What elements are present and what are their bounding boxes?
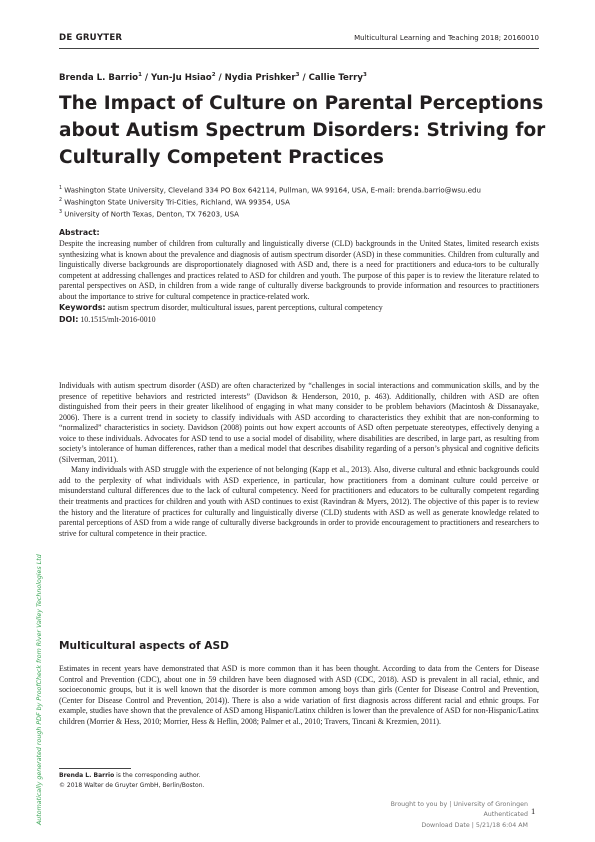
keywords-text: autism spectrum disorder, multicultural issues, parent perceptions, cultural competency	[107, 303, 383, 312]
publisher-name: DE GRUYTER	[59, 33, 123, 43]
author: Callie Terry$^3$	[308, 72, 367, 83]
abstract-text: Despite the increasing number of children from culturally and linguistically diverse (CLD) backgrounds in the United States, limited research exists synthesizing what is known about the prevalence and diagnosis of autism spectrum disorder (ASD) in these communities. Children from culturally and linguistically diverse backgrounds are disproportionately diagnosed with ASD and, there is a need for practitioners and educa-tors to be culturally competent at addressing challenges and practices related to ASD for children and youth. The purpose of this paper is to review the literature related to parental perspectives on ASD, in children from a wide range of culturally diverse backgrounds to provide information and resources to practitioners about the importance to strive for cultural competence in practice-related work.	[59, 239, 539, 301]
body-paragraph: Estimates in recent years have demonstrated that ASD is more common than it has been thought. According to data from the Centers for Disease Control and Prevention (CDC), about one in 59 children have been diagnosed with ASD (CDC, 2018). ASD is prevalent in all racial, ethnic, and socioeconomic groups, but it is well known that the disorder is more common among boys than girls (Center for Disease Control and Prevention, (Center for Disease Control and Prevention, 2014)). There is also a wide variation of first diagnosis across different racial and ethnic groups. For example, studies have shown that the prevalence of ASD among Hispanic/Latinx children is lower than the prevalence of ASD for non-Hispanic/Latinx children (Morrier & Hess, 2010; Morrier, Hess & Heflin, 2008; Palmer et al., 2010; Travers, Tincani & Krezmien, 2011).	[59, 664, 539, 726]
corresponding-author-note: Brenda L. Barrio is the corresponding author.	[59, 772, 201, 779]
doi	[59, 314, 539, 326]
abstract-label: Abstract:	[59, 228, 100, 237]
author: Brenda L. Barrio$^1$ /	[59, 72, 152, 83]
abstract-block	[59, 227, 539, 325]
keywords-label: Keywords:	[59, 303, 106, 312]
doi-link[interactable]: 10.1515/mlt-2016-0010	[80, 314, 156, 324]
proof-watermark: Automatically generated rough PDF by ProofCheck from River Valley Technologies Ltd	[36, 554, 43, 825]
title-line: about Autism Spectrum Disorders: Striving for	[59, 120, 546, 141]
introduction	[59, 381, 539, 539]
footnotes	[59, 771, 204, 791]
journal-citation: Multicultural Learning and Teaching 2018; 20160010	[354, 34, 539, 42]
affiliation: $^1$ Washington State University, Cleveland 334 PO Box 642114, Pullman, WA 99164, USA, E-mail: brenda.barrio@wsu.edu	[59, 186, 481, 195]
body-paragraph: Individuals with autism spectrum disorder (ASD) are often characterized by “challenges in social interactions and communication skills, and by the presence of repetitive behaviors and restricted interests” (Davidson & Henderson, 2010, p. 463). Additionally, children with ASD are often distinguished from their peers in their greater likelihood of engaging in what many consider to be problem behaviors (Macintosh & Dissanayake, 2006). There is a current trend in society to classify individuals with ASD according to characteristics they exhibit that are non-conforming to “normalized” characteristics in society. Davidson (2008) points out how expert accounts of ASD often perpetuate stereotypes, effectively denying a voice to these individuals. Advocates for ASD tend to use a social model of disability, where disabilities are described, in large part, as resulting from society’s intolerance of human differences, rather than a medical model that describes disability regarding of a person’s physical and cognitive deficits (Silverman, 2011).	[59, 381, 539, 464]
doi-label: DOI:	[59, 314, 79, 324]
page-number: 1	[531, 806, 536, 816]
keywords	[59, 302, 539, 314]
title-line: Culturally Competent Practices	[59, 147, 384, 168]
author-list	[59, 72, 367, 83]
title-line: The Impact of Culture on Parental Perceptions	[59, 93, 544, 114]
body-paragraph: Many individuals with ASD struggle with the experience of not belonging (Kapp et al., 2013). Also, diverse cultural and ethnic backgrounds could add to the perplexity of what individuals with ASD experience, in particular, how practitioners from a dominant culture could perceive or misunderstand cultural differences due to the lack of cultural competency. Need for practitioners and educators to be culturally competent regarding their treatments and practices for children and youth with ASD continues to exist (Ravindran & Myers, 2012). The objective of this paper is to review the history and the literature of practices for culturally and linguistically diverse (CLD) students with ASD as well as generate knowledge related to parental perceptions of ASD from a wide range of culturally diverse backgrounds in order to provide encouragement to practitioners and researchers to strive for cultural competence in their practice.	[59, 465, 539, 538]
affiliation: $^3$ University of North Texas, Denton, TX 76203, USA	[59, 210, 239, 219]
copyright-notice: © 2018 Walter de Gruyter GmbH, Berlin/Boston.	[59, 782, 205, 789]
header-divider	[59, 48, 539, 49]
footnote-divider	[59, 768, 131, 769]
article-title	[59, 90, 546, 171]
section-heading: Multicultural aspects of ASD	[59, 640, 229, 652]
running-header	[59, 33, 539, 47]
affiliations	[59, 184, 481, 220]
author: Yun-Ju Hsiao$^2$ /	[151, 72, 225, 83]
section-body	[59, 664, 539, 727]
affiliation: $^2$ Washington State University Tri-Cities, Richland, WA 99354, USA	[59, 198, 290, 207]
author: Nydia Prishker$^3$ /	[224, 72, 309, 83]
download-info: Brought to you by | University of Groningen Authenticated Download Date | 5/21/18 6:04 AM	[390, 801, 528, 829]
